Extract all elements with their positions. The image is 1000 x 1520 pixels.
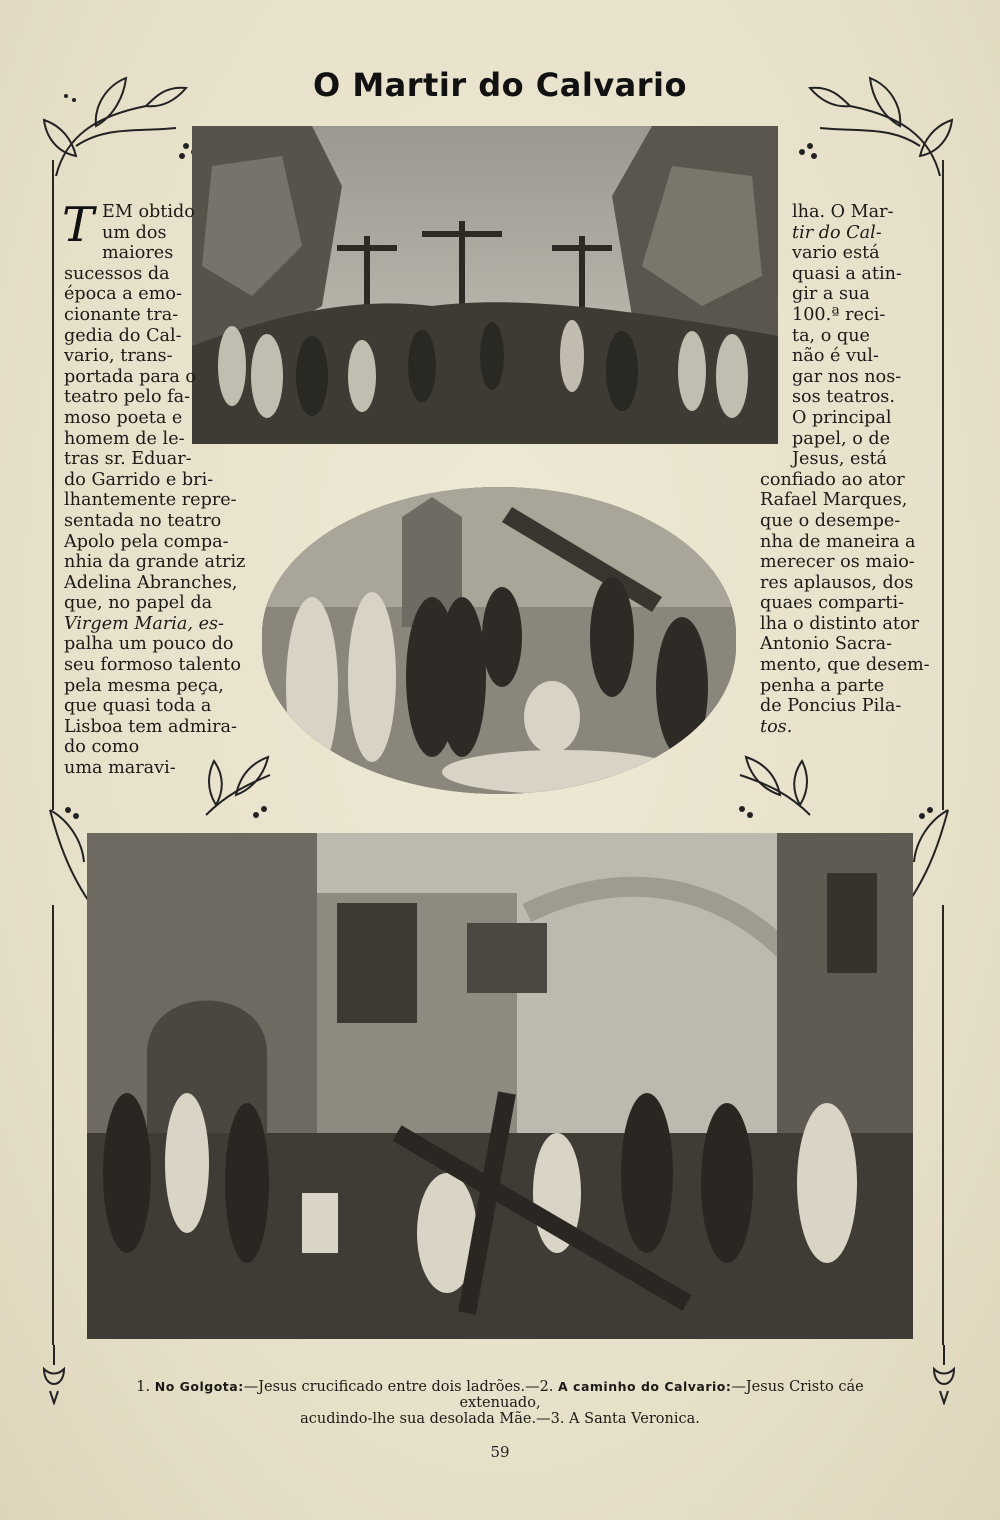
text-line: um dos	[102, 222, 167, 243]
text-line: confiado ao ator	[760, 469, 905, 490]
text-line: do Garrido e bri-	[64, 469, 214, 490]
border-line-left-upper	[52, 160, 54, 810]
text-line: teatro pelo fa-	[64, 387, 191, 408]
page-number: 59	[490, 1443, 510, 1461]
text-line: Virgem Maria, es-	[64, 613, 224, 634]
text-line: que, no papel da	[64, 593, 213, 614]
text-line: do como	[64, 737, 140, 758]
text-line: ta, o que	[792, 325, 870, 346]
text-line: vario está	[792, 243, 880, 264]
text-line: gedia do Cal-	[64, 325, 182, 346]
caption-label-golgota: No Golgota:	[154, 1379, 244, 1394]
text-line: moso poeta e	[64, 407, 183, 428]
text-line: quasi a atin-	[792, 263, 902, 284]
text-line: maiores	[102, 243, 174, 264]
text-line: papel, o de	[792, 428, 891, 449]
caption-text: —Jesus crucificado entre dois ladrões.—2.	[243, 1379, 554, 1395]
text-line: cionante tra-	[64, 304, 179, 325]
text-line: mento, que desem-	[760, 655, 930, 676]
text-line: merecer os maio-	[760, 552, 915, 573]
text-line: seu formoso talento	[64, 655, 241, 676]
text-line: que o desempe-	[760, 510, 901, 531]
text-line: de Poncius Pila-	[760, 696, 902, 717]
text-line: sentada no teatro	[64, 510, 222, 531]
text-line: Jesus, está	[792, 449, 888, 470]
text-line: palha um pouco do	[64, 634, 234, 655]
text-line: penha a parte	[760, 675, 885, 696]
text-line: EM obtido	[102, 202, 195, 222]
text-line: 100.ª reci-	[792, 304, 886, 325]
text-line: Adelina Abranches,	[64, 572, 238, 593]
text-line: Apolo pela compa-	[64, 531, 229, 552]
text-line: homem de le-	[64, 428, 185, 449]
text-line: uma maravi-	[64, 758, 176, 779]
street-procession-photo-icon	[87, 833, 913, 1339]
left-text-column	[62, 197, 246, 779]
text-line: nha de maneira a	[760, 531, 916, 552]
text-line: tras sr. Eduar-	[64, 449, 192, 470]
text-line: Rafael Marques,	[760, 490, 908, 511]
text-line: Antonio Sacra-	[760, 634, 893, 655]
tulip-finial-right	[930, 1345, 958, 1405]
text-line: época a emo-	[64, 284, 182, 305]
text-line: tos.	[760, 716, 793, 737]
photo-caminho-do-calvario	[262, 487, 736, 794]
photo-golgota	[192, 126, 778, 444]
text-line: gar nos nos-	[792, 366, 902, 387]
text-line: lha o distinto ator	[760, 613, 919, 634]
text-line: lhantemente repre-	[64, 490, 237, 511]
border-line-left-lower	[52, 905, 54, 1345]
lily-ornament-mid-right	[730, 745, 820, 825]
text-line: Lisboa tem admira-	[64, 716, 237, 737]
text-line: res aplausos, dos	[760, 572, 914, 593]
text-line: quaes comparti-	[760, 593, 905, 614]
article-title: O Martir do Calvario	[312, 66, 687, 104]
caption-number: 1.	[136, 1379, 151, 1395]
border-line-right-upper	[942, 160, 944, 810]
text-line: não é vul-	[792, 346, 879, 367]
text-line: sucessos da	[64, 263, 170, 284]
photo-santa-veronica	[87, 833, 913, 1339]
text-line: O principal	[792, 407, 892, 428]
text-line: portada para o	[64, 366, 197, 387]
text-line: lha. O Mar-	[792, 202, 894, 222]
cross-bearing-photo-icon	[262, 487, 736, 794]
crucifixion-photo-icon	[192, 126, 778, 444]
lily-ornament-top-right	[790, 56, 960, 186]
border-line-right-lower	[942, 905, 944, 1345]
text-line: sos teatros.	[792, 387, 895, 408]
drop-cap: T	[62, 197, 95, 253]
lily-ornament-top-left	[36, 56, 206, 186]
text-line: tir do Cal-	[792, 222, 882, 243]
caption-label-caminho: A caminho do Calvario:	[558, 1379, 732, 1394]
caption-text: —Jesus Cristo cáe extenuado,	[459, 1379, 864, 1411]
text-line: nhia da grande atriz	[64, 552, 246, 573]
text-line: que quasi toda a	[64, 696, 212, 717]
text-line: pela mesma peça,	[64, 675, 224, 696]
text-line: vario, trans-	[64, 346, 173, 367]
text-line: gir a sua	[792, 284, 870, 305]
photo-caption	[100, 1379, 900, 1427]
tulip-finial-left	[40, 1345, 68, 1405]
right-text-column	[760, 202, 940, 737]
caption-text-line2: acudindo-lhe sua desolada Mãe.—3. A Santa Veronica.	[300, 1411, 700, 1427]
